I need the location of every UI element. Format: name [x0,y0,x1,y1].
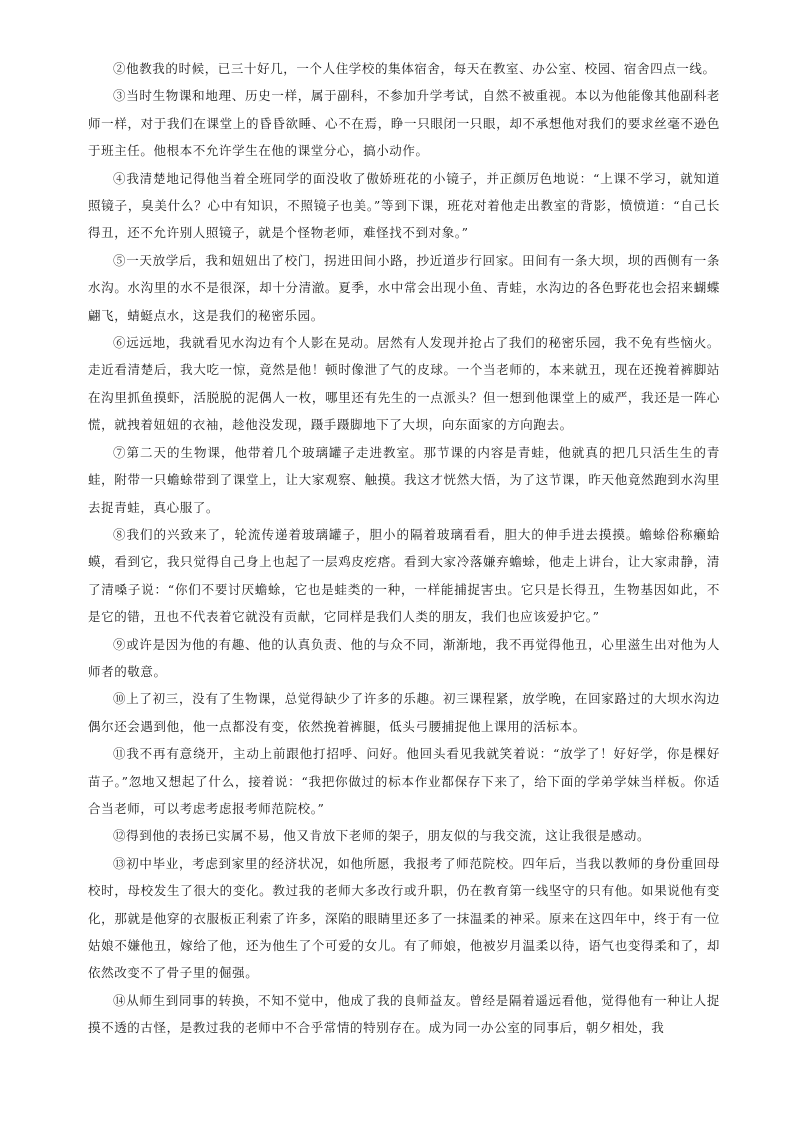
paragraph-13: ⑬初中毕业，考虑到家里的经济状况，如他所愿，我报考了师范院校。四年后，当我以教师的身份重回母校时，母校发生了很大的变化。教过我的老师大多改行或升职，仍在教育第一线坚守的只有他。如果说他有变化，那就是他穿的衣服板正利索了许多，深陷的眼睛里还多了一抹温柔的神采。原来在这四年中，终于有一位姑娘不嫌他丑，嫁给了他，还为他生了个可爱的女儿。有了师娘，他被岁月温柔以待，语气也变得柔和了，却依然改变不了骨子里的倔强。 [88,855,720,981]
paragraph-8: ⑧我们的兴致来了，轮流传递着玻璃罐子，胆小的隔着玻璃看看，胆大的伸手进去摸摸。蟾蜍俗称癞蛤蟆，看到它，我只觉得自己身上也起了一层鸡皮疙瘩。看到大家冷落嫌弃蟾蜍，他走上讲台，让大家肃静，清了清嗓子说：“你们不要讨厌蟾蜍，它也是蛙类的一种，一样能捕捉害虫。它只是长得丑，生物基因如此，不是它的错，丑也不代表着它就没有贡献，它同样是我们人类的朋友，我们也应该爱护它。” [88,526,720,625]
paragraph-4: ④我清楚地记得他当着全班同学的面没收了傲娇班花的小镜子，并正颜厉色地说：“上课不学习，就知道照镜子，臭美什么？心中有知识，不照镜子也美。”等到下课，班花对着他走出教室的背影，愤愤道：“自己长得丑，还不允许别人照镜子，就是个怪物老师，难怪找不到对象。” [88,170,720,241]
paragraph-11: ⑪我不再有意绕开，主动上前跟他打招呼、问好。他回头看见我就笑着说：“放学了！好好学，你是棵好苗子。”忽地又想起了什么，接着说：“我把你做过的标本作业都保存下来了，给下面的学弟学妹当样板。你适合当老师，可以考虑考虑报考师范院校。” [88,746,720,816]
paragraph-3: ③当时生物课和地理、历史一样，属于副科，不参加升学考试，自然不被重视。本以为他能像其他副科老师一样，对于我们在课堂上的昏昏欲睡、心不在焉，睁一只眼闭一只眼，却不承想他对我们的要求丝毫不逊色于班主任。他根本不允许学生在他的课堂分心，搞小动作。 [88,88,720,159]
paragraph-9: ⑨或许是因为他的有趣、他的认真负责、他的与众不同，渐渐地，我不再觉得他丑，心里滋生出对他为人师者的敬意。 [88,636,720,679]
paragraph-14: ⑭从师生到同事的转换，不知不觉中，他成了我的良师益友。曾经是隔着遥远看他，觉得他有一种让人捉摸不透的古怪，是教过我的老师中不合乎常情的特别存在。成为同一办公室的同事后，朝夕相处，我 [88,992,720,1036]
document-body [88,55,720,1042]
paragraph-10: ⑩上了初三，没有了生物课，总觉得缺少了许多的乐趣。初三课程紧，放学晚，在回家路过的大坝水沟边偶尔还会遇到他，他一点都没有变，依然挽着裤腿，低头弓腰捕捉他上课用的活标本。 [88,691,720,734]
paragraph-2: ②他教我的时候，已三十好几，一个人住学校的集体宿舍，每天在教室、办公室、校园、宿舍四点一线。 [113,61,716,76]
paragraph-6: ⑥远远地，我就看见水沟边有个人影在晃动。居然有人发现并抢占了我们的秘密乐园，我不免有些恼火。走近看清楚后，我大吃一惊，竟然是他！顿时像泄了气的皮球。一个当老师的，本来就丑，现在还挽着裤脚站在沟里抓鱼摸虾，活脱脱的泥偶人一枚，哪里还有先生的一点派头？但一想到他课堂上的威严，我还是一阵心慌，就拽着妞妞的衣袖，趁他没发现，蹑手蹑脚地下了大坝，向东面家的方向跑去。 [88,335,720,433]
paragraph-5: ⑤一天放学后，我和妞妞出了校门，拐进田间小路，抄近道步行回家。田间有一条大坝，坝的西侧有一条水沟。水沟里的水不是很深，却十分清澈。夏季，水中常会出现小鱼、青蛙，水沟边的各色野花也会招来蝴蝶翩飞，蜻蜓点水，这是我们的秘密乐园。 [88,252,720,323]
paragraph-12: ⑫得到他的表扬已实属不易，他又肯放下老师的架子，朋友似的与我交流，这让我很是感动。 [113,828,651,844]
paragraph-7: ⑦第二天的生物课，他带着几个玻璃罐子走进教室。那节课的内容是青蛙，他就真的把几只活生生的青蛙，附带一只蟾蜍带到了课堂上，让大家观察、触摸。我这才恍然大悟，为了这节课，昨天他竟然跑到水沟里去捉青蛙，真心服了。 [88,444,720,515]
